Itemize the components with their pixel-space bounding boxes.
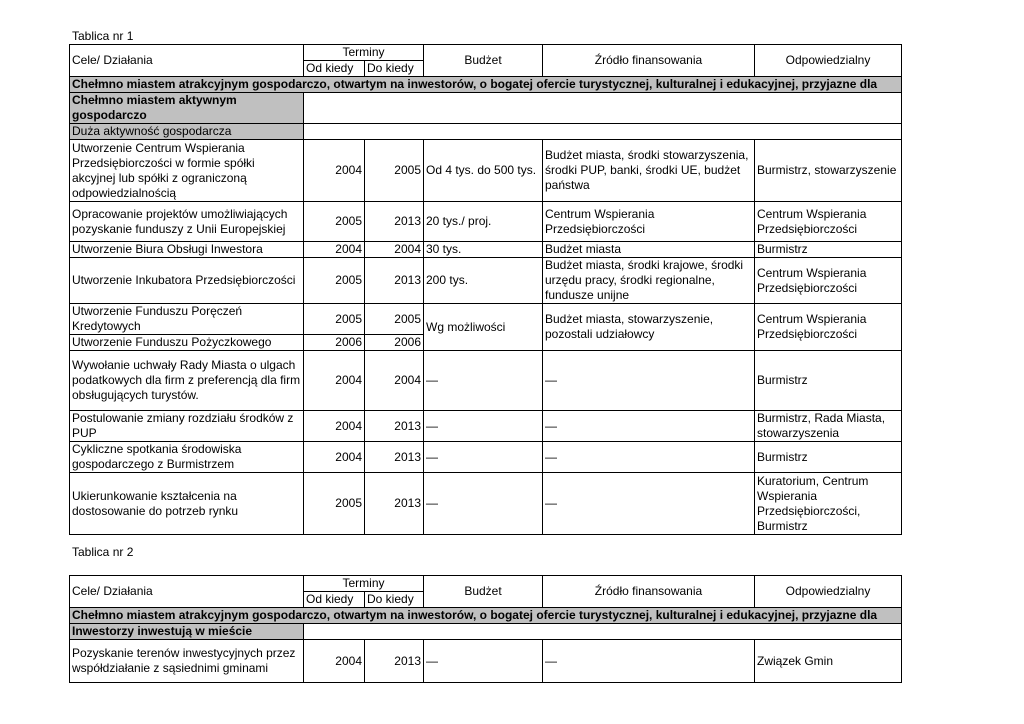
cell-od: 2005 bbox=[304, 304, 365, 335]
empty-cell bbox=[304, 93, 902, 124]
cell-do: 2004 bbox=[365, 351, 424, 411]
cell-zrodlo: Budżet miasta, środki stowarzyszenia, środki PUP, banki, środki UE, budżet państwa bbox=[543, 140, 755, 202]
table2 bbox=[69, 575, 902, 683]
header-zrodlo: Źródło finansowania bbox=[543, 576, 755, 608]
table-row bbox=[70, 242, 902, 258]
cell-budzet: 200 tys. bbox=[424, 258, 543, 304]
subsection-heading: Duża aktywność gospodarcza bbox=[70, 124, 304, 140]
cell-od: 2005 bbox=[304, 473, 365, 535]
cell-budzet: — bbox=[424, 640, 543, 683]
cell-budzet: 30 tys. bbox=[424, 242, 543, 258]
cell-budzet: Wg możliwości bbox=[424, 304, 543, 351]
cell-od: 2004 bbox=[304, 242, 365, 258]
section-heading: Inwestorzy inwestują w mieście bbox=[70, 624, 304, 640]
cell-do: 2013 bbox=[365, 442, 424, 473]
table2-header-row bbox=[70, 576, 902, 592]
cell-budzet: Od 4 tys. do 500 tys. bbox=[424, 140, 543, 202]
section-heading: Chełmno miastem aktywnym gospodarczo bbox=[70, 93, 304, 124]
header-do-kiedy: Do kiedy bbox=[365, 61, 424, 77]
cell-do: 2005 bbox=[365, 304, 424, 335]
header-budzet: Budżet bbox=[424, 576, 543, 608]
cell-zrodlo: Budżet miasta, stowarzyszenie, pozostali udziałowcy bbox=[543, 304, 755, 351]
cell-zrodlo: Budżet miasta, środki krajowe, środki urzędu pracy, środki regionalne, fundusze unijne bbox=[543, 258, 755, 304]
table-row bbox=[70, 258, 902, 304]
header-od-kiedy: Od kiedy bbox=[304, 61, 365, 77]
header-terminy: Terminy bbox=[304, 45, 424, 61]
cell-budzet: — bbox=[424, 411, 543, 442]
cell-budzet: — bbox=[424, 473, 543, 535]
cell-odpowiedzialny: Kuratorium, Centrum Wspierania Przedsiębiorczości, Burmistrz bbox=[755, 473, 902, 535]
cell-odpowiedzialny: Centrum Wspierania Przedsiębiorczości bbox=[755, 202, 902, 242]
header-cele: Cele/ Działania bbox=[70, 45, 304, 77]
cell-od: 2005 bbox=[304, 258, 365, 304]
cell-od: 2005 bbox=[304, 202, 365, 242]
cell-odpowiedzialny: Centrum Wspierania Przedsiębiorczości bbox=[755, 258, 902, 304]
cell-odpowiedzialny: Burmistrz bbox=[755, 351, 902, 411]
header-odpowiedzialny: Odpowiedzialny bbox=[755, 576, 902, 608]
cell-odpowiedzialny: Burmistrz bbox=[755, 442, 902, 473]
table-row bbox=[70, 411, 902, 442]
cell-cel: Postulowanie zmiany rozdziału środków z PUP bbox=[70, 411, 304, 442]
cell-cel: Utworzenie Inkubatora Przedsiębiorczości bbox=[70, 258, 304, 304]
cell-budzet: 20 tys./ proj. bbox=[424, 202, 543, 242]
cell-od: 2004 bbox=[304, 411, 365, 442]
header-od-kiedy: Od kiedy bbox=[304, 592, 365, 608]
cell-cel: Ukierunkowanie kształcenia na dostosowanie do potrzeb rynku bbox=[70, 473, 304, 535]
header-odpowiedzialny: Odpowiedzialny bbox=[755, 45, 902, 77]
cell-od: 2004 bbox=[304, 140, 365, 202]
empty-cell bbox=[304, 124, 902, 140]
cell-cel: Opracowanie projektów umożliwiających pozyskanie funduszy z Unii Europejskiej bbox=[70, 202, 304, 242]
table-row bbox=[70, 140, 902, 202]
cell-do: 2013 bbox=[365, 640, 424, 683]
cell-cel: Utworzenie Funduszu Poręczeń Kredytowych bbox=[70, 304, 304, 335]
cell-odpowiedzialny: Związek Gmin bbox=[755, 640, 902, 683]
cell-budzet: — bbox=[424, 351, 543, 411]
cell-zrodlo: Budżet miasta bbox=[543, 242, 755, 258]
cell-do: 2013 bbox=[365, 473, 424, 535]
table-row bbox=[70, 351, 902, 411]
cell-do: 2013 bbox=[365, 411, 424, 442]
header-zrodlo: Źródło finansowania bbox=[543, 45, 755, 77]
mission-statement: Chełmno miastem atrakcyjnym gospodarczo, otwartym na inwestorów, o bogatej ofercie turystycznej, kulturalnej i edukacyjnej, przyjazne dla bbox=[70, 608, 902, 624]
cell-cel: Pozyskanie terenów inwestycyjnych przez współdziałanie z sąsiednimi gminami bbox=[70, 640, 304, 683]
cell-do: 2005 bbox=[365, 140, 424, 202]
cell-odpowiedzialny: Burmistrz, stowarzyszenie bbox=[755, 140, 902, 202]
cell-zrodlo: — bbox=[543, 640, 755, 683]
header-do-kiedy: Do kiedy bbox=[365, 592, 424, 608]
cell-budzet: — bbox=[424, 442, 543, 473]
cell-zrodlo: — bbox=[543, 442, 755, 473]
cell-od: 2004 bbox=[304, 351, 365, 411]
cell-cel: Utworzenie Funduszu Pożyczkowego bbox=[70, 335, 304, 351]
cell-od: 2004 bbox=[304, 442, 365, 473]
header-budzet: Budżet bbox=[424, 45, 543, 77]
empty-cell bbox=[304, 624, 902, 640]
table-row bbox=[70, 304, 902, 335]
cell-od: 2004 bbox=[304, 640, 365, 683]
mission-statement: Chełmno miastem atrakcyjnym gospodarczo, otwartym na inwestorów, o bogatej ofercie turystycznej, kulturalnej i edukacyjnej, przyjazne dla bbox=[70, 77, 902, 93]
table1-header-row bbox=[70, 45, 902, 61]
table-row bbox=[70, 473, 902, 535]
cell-zrodlo: — bbox=[543, 411, 755, 442]
cell-do: 2004 bbox=[365, 242, 424, 258]
cell-cel: Utworzenie Centrum Wspierania Przedsiębiorczości w formie spółki akcyjnej lub spółki z ograniczoną odpowiedzialnością bbox=[70, 140, 304, 202]
table-row bbox=[70, 202, 902, 242]
table1-caption: Tablica nr 1 bbox=[72, 29, 134, 43]
table-row bbox=[70, 442, 902, 473]
cell-odpowiedzialny: Burmistrz, Rada Miasta, stowarzyszenia bbox=[755, 411, 902, 442]
cell-cel: Wywołanie uchwały Rady Miasta o ulgach podatkowych dla firm z preferencją dla firm obsługujących turystów. bbox=[70, 351, 304, 411]
header-terminy: Terminy bbox=[304, 576, 424, 592]
cell-cel: Cykliczne spotkania środowiska gospodarczego z Burmistrzem bbox=[70, 442, 304, 473]
table2-caption: Tablica nr 2 bbox=[72, 545, 134, 559]
cell-odpowiedzialny: Burmistrz bbox=[755, 242, 902, 258]
header-cele: Cele/ Działania bbox=[70, 576, 304, 608]
cell-zrodlo: — bbox=[543, 473, 755, 535]
table-row bbox=[70, 640, 902, 683]
cell-do: 2013 bbox=[365, 258, 424, 304]
cell-do: 2013 bbox=[365, 202, 424, 242]
cell-do: 2006 bbox=[365, 335, 424, 351]
cell-cel: Utworzenie Biura Obsługi Inwestora bbox=[70, 242, 304, 258]
cell-zrodlo: — bbox=[543, 351, 755, 411]
cell-od: 2006 bbox=[304, 335, 365, 351]
cell-odpowiedzialny: Centrum Wspierania Przedsiębiorczości bbox=[755, 304, 902, 351]
cell-zrodlo: Centrum Wspierania Przedsiębiorczości bbox=[543, 202, 755, 242]
table1 bbox=[69, 44, 902, 535]
